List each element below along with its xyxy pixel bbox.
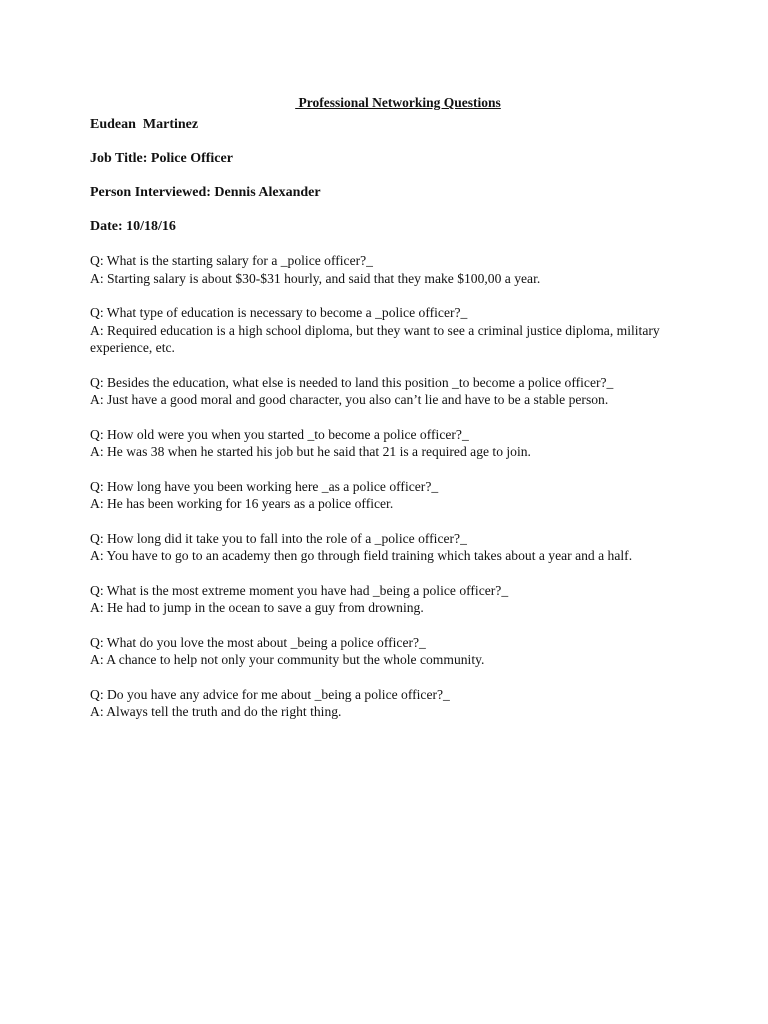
question-text: Q: What type of education is necessary to become a _police officer?_ (90, 305, 468, 320)
document-title: Professional Networking Questions (295, 95, 501, 110)
question-text: Q: Besides the education, what else is needed to land this position _to become a police officer?_ (90, 374, 614, 390)
question-text: Q: What do you love the most about _being a police officer?_ (90, 634, 426, 650)
answer-text: A: He was 38 when he started his job but he said that 21 is a required age to join. (90, 444, 531, 459)
author-name: Eudean Martinez (90, 117, 199, 132)
answer-text: A: Required education is a high school diploma, but they want to see a criminal justice diploma, military experience, etc. (90, 322, 664, 355)
question-text: Q: What is the most extreme moment you have had _being a police officer?_ (90, 582, 509, 598)
answer-text: A: He has been working for 16 years as a police officer. (90, 496, 394, 511)
answer-text: A: He had to jump in the ocean to save a guy from drowning. (90, 600, 424, 615)
answer-text: A: You have to go to an academy then go through field training which takes about a year and a half. (90, 548, 633, 563)
answer-text: A: A chance to help not only your community but the whole community. (90, 652, 485, 667)
qa-item (90, 582, 690, 617)
interview-date: Date: 10/18/16 (90, 219, 176, 234)
question-text: Q: How long did it take you to fall into the role of a _police officer?_ (90, 530, 467, 546)
question-text: Q: What is the starting salary for a _police officer?_ (90, 253, 373, 268)
qa-item (90, 304, 690, 357)
person-interviewed: Person Interviewed: Dennis Alexander (90, 185, 321, 200)
qa-item (90, 478, 690, 513)
qa-item (90, 686, 690, 721)
answer-text: A: Starting salary is about $30-$31 hourly, and said that they make $100,00 a year. (90, 270, 541, 286)
question-text: Q: Do you have any advice for me about _being a police officer?_ (90, 686, 450, 702)
question-text: Q: How old were you when you started _to become a police officer?_ (90, 426, 469, 442)
qa-item (90, 530, 690, 565)
qa-item (90, 374, 690, 409)
document-page (90, 94, 690, 738)
qa-item (90, 634, 690, 669)
qa-item (90, 252, 690, 287)
question-text: Q: How long have you been working here _as a police officer?_ (90, 478, 439, 494)
answer-text: A: Always tell the truth and do the right thing. (90, 704, 342, 719)
answer-text: A: Just have a good moral and good character, you also can’t lie and have to be a stable person. (90, 392, 609, 407)
qa-item (90, 426, 690, 461)
job-title: Job Title: Police Officer (90, 151, 233, 166)
